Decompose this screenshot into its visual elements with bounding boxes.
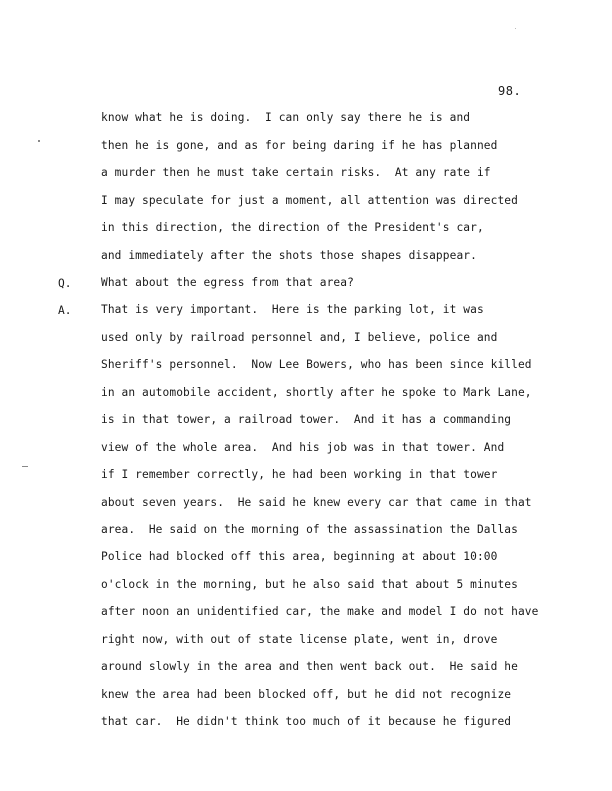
text-line: right now, with out of state license plate, went in, drove — [101, 633, 498, 646]
scan-speck — [38, 140, 40, 142]
text-line: know what he is doing. I can only say there he is and — [101, 111, 471, 124]
text-line: is in that tower, a railroad tower. And it has a commanding — [101, 413, 512, 426]
text-line: o'clock in the morning, but he also said that about 5 minutes — [101, 578, 518, 591]
text-line: I may speculate for just a moment, all attention was directed — [101, 194, 518, 207]
scan-speck — [22, 466, 28, 467]
text-line: What about the egress from that area? — [101, 276, 354, 289]
text-line: then he is gone, and as for being daring if he has planned — [101, 139, 498, 152]
text-line: view of the whole area. And his job was in that tower. And — [101, 441, 505, 454]
text-line: knew the area had been blocked off, but he did not recognize — [101, 688, 512, 701]
text-line: around slowly in the area and then went back out. He said he — [101, 660, 518, 673]
text-line: Sheriff's personnel. Now Lee Bowers, who has been since killed — [101, 358, 532, 371]
text-line: after noon an unidentified car, the make and model I do not have — [101, 605, 539, 618]
text-line: about seven years. He said he knew every car that came in that — [101, 496, 532, 509]
text-line: and immediately after the shots those shapes disappear. — [101, 249, 477, 262]
text-line: if I remember correctly, he had been working in that tower — [101, 468, 498, 481]
text-line: in an automobile accident, shortly after he spoke to Mark Lane, — [101, 386, 532, 399]
page-number: 98. — [498, 84, 522, 98]
text-line: area. He said on the morning of the assassination the Dallas — [101, 523, 518, 536]
text-line: Police had blocked off this area, beginning at about 10:00 — [101, 550, 498, 563]
scan-speck — [515, 28, 516, 29]
text-line: a murder then he must take certain risks. At any rate if — [101, 166, 491, 179]
text-line: That is very important. Here is the parking lot, it was — [101, 303, 484, 316]
text-line: used only by railroad personnel and, I believe, police and — [101, 331, 498, 344]
answer-marker: A. — [58, 304, 72, 317]
text-line: in this direction, the direction of the President's car, — [101, 221, 484, 234]
question-marker: Q. — [58, 277, 72, 290]
text-line: that car. He didn't think too much of it because he figured — [101, 715, 512, 728]
